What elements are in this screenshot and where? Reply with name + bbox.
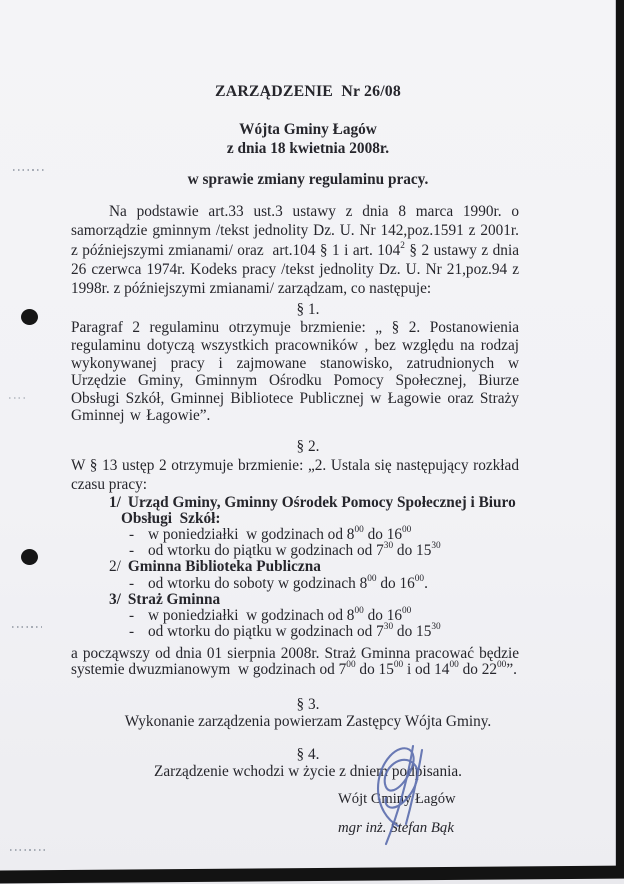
perforation-marks-1 — [13, 169, 46, 171]
hours-superscript: 00 — [497, 659, 507, 670]
section-2-heading: § 2. — [296, 438, 320, 456]
hours-superscript: 00 — [414, 573, 425, 584]
perforation-marks-4 — [10, 849, 46, 851]
hole-punch-dot-top — [21, 309, 38, 325]
hours-superscript: 00 — [354, 525, 364, 536]
scan-edge-bottom — [0, 865, 624, 883]
hours-superscript: 30 — [431, 541, 441, 552]
hours-superscript: 30 — [383, 621, 394, 632]
section-1-body: Paragraf 2 regulaminu otrzymuje brzmienie: „ § 2. Postanowienia regulaminu dotyczą wszystkich pracowników , bez względu na rodzaj wykonywanej pracy i zajmowane stanowisko, zatrudnionych w Urzędzie Gminy, Gminnym Ośrodku Pomocy Społecznej, Biurze Obsługi Szkół, Gminnej Bibliotece Publicznej w Łagowie oraz Straży Gminnej w Łagowie”. — [71, 319, 525, 425]
hours-superscript: 00 — [346, 659, 356, 670]
date-line: z dnia 18 kwietnia 2008r. — [226, 140, 390, 157]
subject-line: w sprawie zmiany regulaminu pracy. — [187, 171, 429, 188]
perforation-marks-3 — [12, 626, 42, 628]
schedule-item-urzad-gminy — [71, 495, 519, 527]
item-name: Gminna Biblioteka Publiczna — [127, 558, 321, 576]
item-number: 2/ — [109, 558, 121, 576]
dash-bullet: - — [129, 622, 135, 640]
schedule-item-straz-gminna — [71, 592, 519, 608]
schedule-entry-text: w poniedziałki w godzinach od $8^{00}$ do $16^{00}$ — [148, 605, 412, 624]
schedule-entry — [71, 527, 519, 543]
item-number: 1/ — [109, 494, 121, 512]
hole-punch-dot-bottom — [21, 549, 38, 565]
hours-superscript: 00 — [402, 605, 412, 616]
legal-basis-paragraph — [71, 202, 523, 298]
dash-bullet: - — [129, 526, 135, 544]
schedule-item-biblioteka — [71, 559, 519, 575]
section-1-heading: § 1. — [296, 301, 320, 319]
schedule-entry-text: w poniedziałki w godzinach od $8^{00}$ do $16^{00}$ — [148, 525, 412, 544]
schedule-entry-text: od wtorku do piątku w godzinach od $7^{30}$ do $15^{30}$ — [148, 541, 441, 560]
hours-superscript: 30 — [431, 621, 441, 632]
item-name: Straż Gminna — [127, 590, 221, 608]
schedule-entry — [71, 543, 519, 559]
item-number: 3/ — [109, 590, 121, 608]
hours-superscript: 00 — [367, 573, 377, 584]
page-title: ZARZĄDZENIE Nr 26/08 — [214, 83, 402, 100]
schedule-entry — [71, 605, 519, 624]
signatory-name: mgr inż. Stefan Bąk — [338, 820, 454, 836]
schedule-entry — [71, 573, 519, 592]
section-3-body: Wykonanie zarządzenia powierzam Zastępcy Wójta Gminy. — [124, 713, 492, 731]
dash-bullet: - — [129, 542, 135, 560]
hours-superscript: 00 — [449, 659, 459, 670]
perforation-marks-2 — [9, 397, 28, 399]
hours-superscript: 00 — [354, 605, 364, 616]
section-4-body: Zarządzenie wchodzi w życie z dniem podpisania. — [154, 763, 462, 781]
work-schedule-list — [71, 495, 519, 640]
dash-bullet: - — [129, 606, 135, 624]
issuer-line: Wójta Gminy Łagów — [239, 121, 377, 138]
superscript-104: 2 — [400, 240, 405, 251]
section-4-heading: § 4. — [296, 746, 320, 764]
document-content — [71, 82, 525, 781]
section-3-heading: § 3. — [296, 696, 320, 714]
hours-superscript: 30 — [383, 541, 394, 552]
item-name: Urząd Gminy, Gminny Ośrodek Pomocy Społecznej i Biuro Obsługi Szkół: — [121, 494, 520, 528]
scan-edge-right — [616, 0, 624, 876]
signature-title: Wójt Gminy Łagów — [338, 791, 456, 807]
schedule-entry-text: od wtorku do soboty w godzinach $8^{00}$ do $16^{00}$. — [148, 573, 428, 592]
legal-basis-text-1: Na podstawie art.33 ust.3 ustawy z dnia 8 marca 1990r. o samorządzie gminnym /tekst jednolity Dz. U. Nr 142,poz.1591 z 2001r. z późniejszymi zmianami/ oraz art.104 § 1 i art. 104 — [71, 203, 523, 259]
schedule-entry — [71, 621, 519, 640]
shift-system-paragraph: a począwszy od dnia 01 sierpnia 2008r. Straż Gminna pracować będzie systemie dwuzmianowym w godzinach od $7^{00}$ do $15^{00}$ i od $14^{00}$ do $22^{00}$”. — [71, 644, 523, 678]
hours-superscript: 00 — [402, 525, 412, 536]
hours-superscript: 00 — [393, 659, 404, 670]
dash-bullet: - — [129, 574, 135, 592]
schedule-entry-text: od wtorku do piątku w godzinach od $7^{30}$ do $15^{30}$ — [148, 621, 441, 640]
legal-basis-text-2: § 2 ustawy z dnia 26 czerwca 1974r. Kodeks pracy /tekst jednolity Dz. U. Nr 21,poz.94 z 1998r. z późniejszymi zmianami/ zarządzam, co następuje: — [71, 241, 523, 298]
section-2-intro: W § 13 ustęp 2 otrzymuje brzmienie: „2. Ustala się następujący rozkład czasu pracy: — [71, 457, 523, 494]
